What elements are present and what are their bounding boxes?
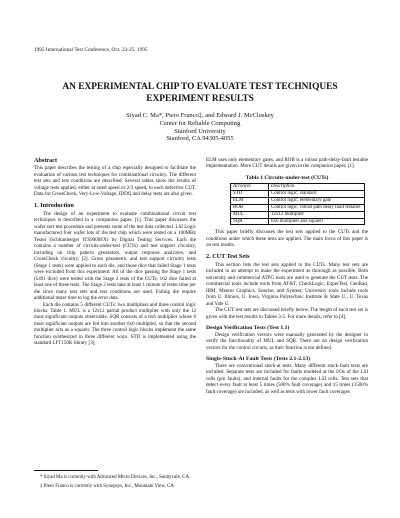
table-header-cell: Description — [269, 183, 365, 190]
body-paragraph: This paper describes the testing of a chip especially designed to facilitate the evaluation of various test techniques for combinational circuitry. The different test sets and test conditions are described. Several tables show the results of voltage tests applied, either at rated speed or 2/3 speed, to each defective CUT. Data for CrossCheck, Very-Low-Voltage, IDDQ and delay tests are also given. — [34, 165, 196, 198]
cut-table — [230, 183, 365, 225]
right-column-bottom — [206, 229, 368, 395]
body-paragraph: This paper briefly discusses the test sets applied to the CUTs and the conditions under which these tests are applied. The main focus of this paper is on test results. — [206, 229, 368, 249]
section-heading: Abstract — [34, 157, 58, 164]
section-heading: 1. Introduction — [34, 202, 74, 210]
right-column-top — [206, 157, 368, 170]
body-paragraph: Each die contains 5 different CUTs: two multipliers and three control logic blocks. Table 1. MUL is a 12x12 partial product multiplier with only the 12 most significant outputs observable. SQR consists of a 6x6 multiplier whose 6 most significant outputs are fed into another 6x6 multiplier, so that the second multiplier acts as a squarer. The three control logic blocks implement the same function synthesized in three different ways. STD is implemented using the standard LFT150K library [3], — [34, 301, 196, 347]
footnote-rule — [34, 470, 98, 471]
table-1 — [206, 175, 368, 225]
paper-title — [0, 82, 400, 105]
table-row — [231, 218, 365, 225]
footnote-list — [34, 475, 196, 490]
description-cell: Control logic; standard — [269, 190, 365, 197]
author-block — [0, 112, 400, 143]
footnote: * Siyad Ma is currently with Advanced Micro Devices, Inc., Sunnyvale, CA. — [40, 475, 191, 480]
body-paragraph: The design of an experiment to evaluate combinational circuit test techniques is described in a companion paper, [1]. This paper discusses the wafer sort test procedure and presents some of the test data collected. LSI Logic manufactured four wafer lots of the test chip which were tested on a 100MHz Tester (Schlumberger ITS9000FX) by Digital Testing Services. Each die contains a number of circuits-under-test (CUTs) and test support circuitry, including on chip pattern generators, output response analyzers, and CrossCheck circuitry, [2]. Gross parametric and test support circuitry tests (Stage 1 tests) were applied to each die, and those dice that failed Stage 1 tests were excluded from this experiment. All of the dice passing the Stage 1 tests (5491 dice) were tested with the Stage 2 tests of the CUTs; 162 dice failed at least one of these tests. The Stage 2 tests take at least 1 minute of tester time per die since many test sets and test conditions are used. Failing die require additional tester time to log the error data. — [34, 210, 196, 302]
title-line-1: AN EXPERIMENTAL CHIP TO EVALUATE TEST TECHNIQUES — [62, 82, 338, 92]
acronym-cell: MUL — [231, 211, 269, 218]
description-cell: 6x6 multiplier and squarer — [269, 218, 365, 225]
footnotes — [34, 470, 196, 493]
left-column — [34, 157, 196, 347]
table-row — [231, 197, 365, 204]
table-body — [231, 190, 365, 225]
body-paragraph: This section lists the test sets applied to the CUTs. Many test sets are included in an attempt to make the experiment as thorough as possible. Both university and commercial ATPG tools are used to generate the CUT tests. The commercial tools include tools from AT&T, CheckLogic, ExperTest, GenRad, IBM, Mentor Graphics, Sunrise, and Syntest; University tools include tools from U. Illinois, U. Iowa, Virginia Polytechnic Institute & State U., U. Texas and Yale U. — [206, 261, 368, 307]
affiliation-line-2: Stanford University — [174, 127, 226, 135]
body-paragraph: ELM uses only elementary gates, and ROB is a robust path-delay-fault testable implementation. More CUT details are given in the companion paper, [1]. — [206, 157, 368, 170]
subsection-heading: Single-Stuck-At Fault Tests (Tests 2.1-2.13) — [206, 355, 311, 362]
table-header-cell: Acronym — [231, 183, 269, 190]
table-header-row — [231, 183, 365, 190]
description-cell: Control logic; elementary gate — [269, 197, 365, 204]
subsection-heading: Design Verification Tests (Test 1.1) — [206, 324, 290, 331]
body-paragraph: The CUT test sets are discussed briefly below. The length of each test set is given with the test results in Tables 3-5. For more details, refer to [4]. — [206, 307, 368, 320]
description-cell: 12x12 multiplier — [269, 211, 365, 218]
title-block — [0, 82, 400, 143]
affiliation-line-1: Center for Reliable Computing — [159, 119, 241, 127]
running-head: 1995 International Test Conference, Oct. 23-25, 1995 — [34, 47, 148, 53]
table-caption: Table 1 Circuits-under-test (CUTs) — [245, 174, 329, 181]
description-cell: Control logic; robust path delay fault testable — [269, 204, 365, 211]
author-names: Siyad C. Ma*, Piero Franco‡, and Edward J. McCluskey — [126, 112, 274, 120]
table-row — [231, 190, 365, 197]
acronym-cell: SQR — [231, 218, 269, 225]
acronym-cell: ELM — [231, 197, 269, 204]
section-heading: 2. CUT Test Sets — [206, 253, 250, 261]
body-paragraph: Design verification vectors were manually generated by the designer to verify the functionality of MUL and SQR. There are no design verification vectors for the control circuits, as their function is not defined. — [206, 331, 368, 351]
table-row — [231, 211, 365, 218]
right-column — [206, 157, 368, 395]
body-paragraph: There are conventional stuck-at tests. Many different stuck-fault tests are included. Separate tests are included for faults modeled at the I/Os of the LSI cells (pin faults), and internal faults for the complex LSI cells. Test sets that detect every fault at least 5 times (500% fault coverage) and 15 times (1500% fault coverage) are included, as well as tests with lower fault coverages — [206, 362, 368, 395]
affiliation-line-3: Stanford, CA 94305-4055 — [166, 135, 234, 143]
title-line-2: EXPERIMENT RESULTS — [146, 93, 254, 104]
table-row — [231, 204, 365, 211]
footnote: ‡ Piero Franco is currently with Synopsys, Inc., Mountain View, CA. — [40, 484, 175, 490]
acronym-cell: STD — [231, 190, 269, 197]
acronym-cell: ROB — [231, 204, 269, 211]
